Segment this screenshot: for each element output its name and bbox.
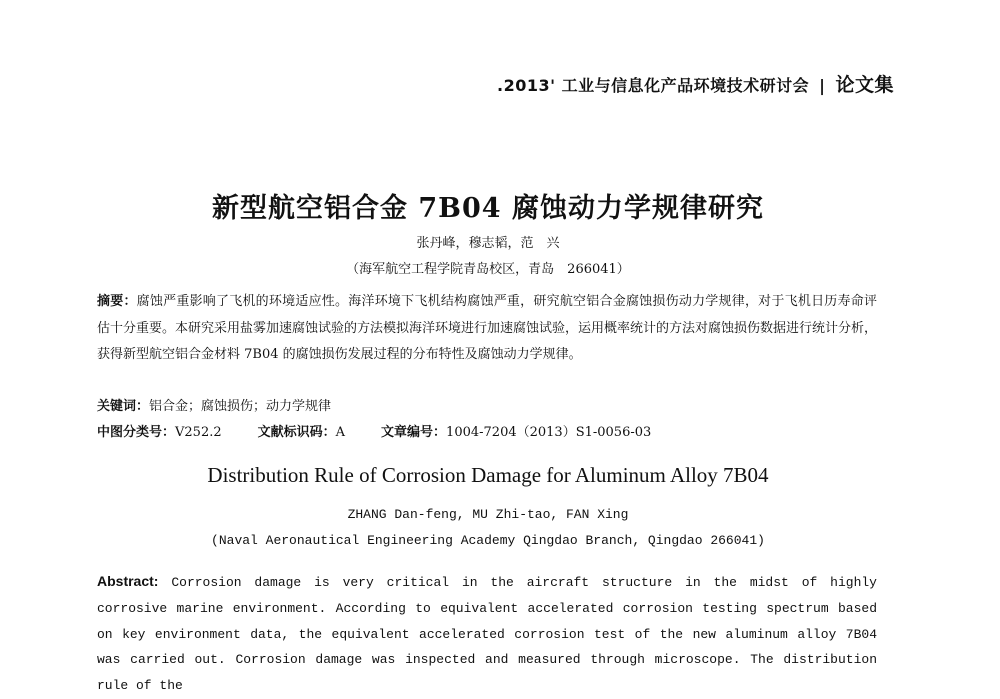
doc-code-value: A xyxy=(335,425,346,440)
paper-title-en: Distribution Rule of Corrosion Damage for Aluminum Alloy 7B04 xyxy=(207,463,769,487)
abstract-cn-text: 腐蚀严重影响了飞机的环境适应性。海洋环境下飞机结构腐蚀严重，研究航空铝合金腐蚀损伤动力学规律，对于飞机日历寿命评估十分重要。本研究采用盐雾加速腐蚀试验的方法模拟海洋环境进行加速腐蚀试验，运用概率统计的方法对腐蚀损伤数据进行统计分析，获得新型航空铝合金材料 7B04 的腐蚀损伤发展过程的分布特性及腐蚀动力学规律。 xyxy=(97,294,878,362)
affiliation-cn: （海军航空工程学院青岛校区，青岛 266041） xyxy=(346,262,630,277)
clc-label: 中图分类号： xyxy=(97,425,176,440)
clc-value: V252.2 xyxy=(175,425,222,440)
abstract-en-label: Abstract: xyxy=(97,573,159,589)
article-number-value: 1004-7204（2013）S1-0056-03 xyxy=(446,425,652,440)
header-separator: | xyxy=(819,76,826,95)
authors-en: ZHANG Dan-feng, MU Zhi-tao, FAN Xing xyxy=(347,507,629,522)
authors-cn: 张丹峰，穆志韬，范 兴 xyxy=(416,236,560,251)
keywords-label: 关键词： xyxy=(97,399,150,414)
doc-code-label: 文献标识码： xyxy=(257,425,336,440)
keywords-cn xyxy=(97,394,877,421)
abstract-cn xyxy=(97,289,877,369)
running-header xyxy=(497,70,894,97)
article-number-label: 文章编号： xyxy=(381,425,447,440)
abstract-en xyxy=(97,569,877,699)
affiliation-en: (Naval Aeronautical Engineering Academy Qingdao Branch, Qingdao 266041) xyxy=(211,533,765,548)
keywords-text: 铝合金；腐蚀损伤；动力学规律 xyxy=(149,399,332,414)
abstract-en-text: Corrosion damage is very critical in the aircraft structure in the midst of highly corrosive marine environment. According to equivalent accelerated corrosion testing spectrum based on key environment data, the equivalent accelerated corrosion test of the new aluminum alloy 7B04 was carried out. Corrosion damage was inspected and measured through microscope. The distribution rule of the xyxy=(97,575,877,694)
paper-title-cn: 新型航空铝合金 7B04 腐蚀动力学规律研究 xyxy=(212,193,764,224)
collection-label: 论文集 xyxy=(835,74,894,96)
conference-name: .2013' 工业与信息化产品环境技术研讨会 xyxy=(497,76,810,95)
abstract-cn-label: 摘要： xyxy=(97,294,137,309)
classification-line xyxy=(97,420,877,447)
